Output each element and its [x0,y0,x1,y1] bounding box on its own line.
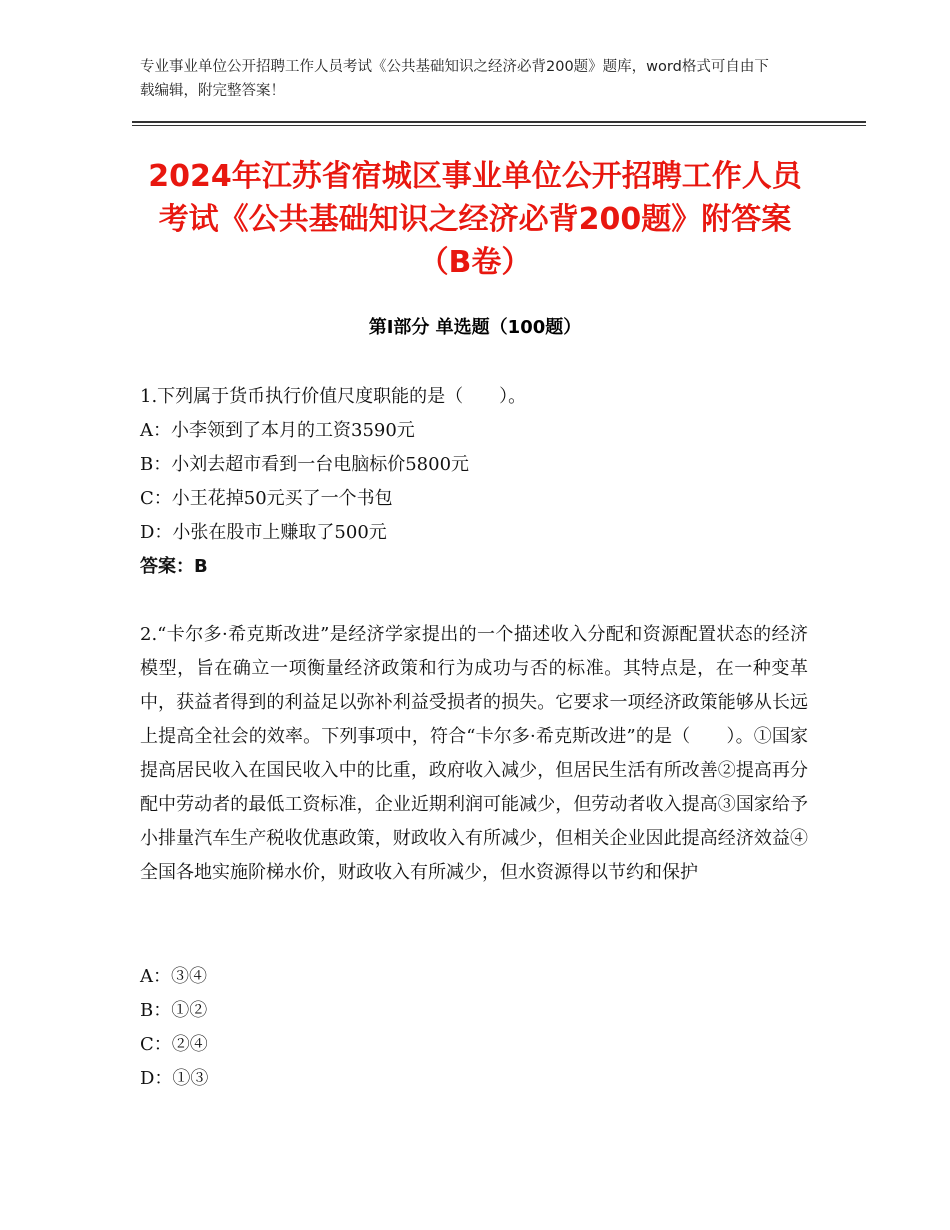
question-2-option-b: B：①② [140,1000,208,1021]
section-title: 第Ⅰ部分 单选题（100题） [368,317,582,338]
question-2-text: 2.“卡尔多·希克斯改进”是经济学家提出的一个描述收入分配和资源配置状态的经济模型，旨在确立一项衡量经济政策和行为成功与否的标准。其特点是，在一种变革中，获益者得到的利益足以弥补利益受损者的损失。它要求一项经济政策能够从长远上提高全社会的效率。下列事项中，符合“卡尔多·希克斯改进”的是（ ）。①国家提高居民收入在国民收入中的比重，政府收入减少，但居民生活有所改善②提高再分配中劳动者的最低工资标准，企业近期利润可能减少，但劳动者收入提高③国家给予小排量汽车生产税收优惠政策，财政收入有所减少，但相关企业因此提高经济效益④全国各地实施阶梯水价，财政收入有所减少，但水资源得以节约和保护 [140,624,808,883]
question-2-option-c: C：②④ [140,1034,208,1055]
question-1-option-d: D：小张在股市上赚取了500元 [140,522,387,543]
question-2-option-d: D：①③ [140,1068,209,1089]
document-title: 2024年江苏省宿城区事业单位公开招聘工作人员考试《公共基础知识之经济必背200题》附答案（B卷） [148,159,802,280]
question-2-option-a: A：③④ [140,966,207,987]
page-header-text: 专业事业单位公开招聘工作人员考试《公共基础知识之经济必背200题》题库，word格式可自由下载编辑，附完整答案！ [140,59,769,99]
question-1-option-b: B：小刘去超市看到一台电脑标价5800元 [140,454,470,475]
question-1-text: 1.下列属于货币执行价值尺度职能的是（ ）。 [140,386,527,407]
header-divider-thick [132,121,866,123]
question-1-option-a: A：小李领到了本月的工资3590元 [140,420,415,441]
question-1-option-c: C：小王花掉50元买了一个书包 [140,488,393,509]
question-1-answer: 答案：B [140,556,208,577]
header-divider-thin [132,125,866,126]
